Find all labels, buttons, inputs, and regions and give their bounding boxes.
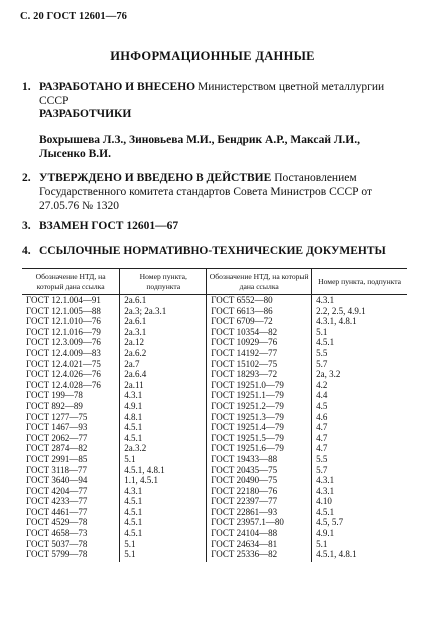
clause-cell: 4.7 <box>312 443 407 454</box>
document-cell: ГОСТ 4529—78 <box>26 517 88 528</box>
document-cell: ГОСТ 22861—93 <box>207 507 312 518</box>
developers-heading: РАЗРАБОТЧИКИ <box>39 108 132 120</box>
section-heading: ССЫЛОЧНЫЕ НОРМАТИВНО-ТЕХНИЧЕСКИЕ ДОКУМЕНТЫ <box>39 245 386 257</box>
document-cell: ГОСТ 15102—75 <box>207 359 312 370</box>
clause-cell: 4.5 <box>312 401 407 412</box>
column-header-document: Обозначение НТД, на который дана ссылка <box>22 269 120 295</box>
table-row <box>22 539 407 550</box>
clause-cell: 4.6 <box>312 412 407 423</box>
table-row <box>22 475 407 486</box>
document-cell: ГОСТ 6709—72 <box>207 316 312 327</box>
document-cell: ГОСТ 6613—86 <box>207 306 312 317</box>
document-cell: ГОСТ 5799—78 <box>26 549 88 560</box>
clause-cell: 4.5.1 <box>120 528 207 539</box>
section-heading: УТВЕРЖДЕНО И ВВЕДЕНО В ДЕЙСТВИЕ <box>39 172 272 184</box>
clause-cell: 4.3.1, 4.8.1 <box>312 316 407 327</box>
clause-cell: 4.5, 5.7 <box>312 517 407 528</box>
table-header-row <box>22 269 407 295</box>
table-body <box>22 295 407 562</box>
clause-cell: 4.5.1 <box>120 496 207 507</box>
clause-cell: 2а.7 <box>120 359 207 370</box>
clause-cell: 5.5 <box>312 454 407 465</box>
document-cell: ГОСТ 10354—82 <box>207 327 312 338</box>
table-row <box>22 380 407 391</box>
clause-cell: 5.7 <box>312 359 407 370</box>
section-4 <box>22 244 408 258</box>
document-cell: ГОСТ 1467—93 <box>26 422 88 433</box>
clause-cell: 2а.6.4 <box>120 369 207 380</box>
clause-cell: 4.8.1 <box>120 412 207 423</box>
document-cell: ГОСТ 19433—88 <box>207 454 312 465</box>
table-row <box>22 412 407 423</box>
section-text <box>39 80 408 108</box>
section-2 <box>22 171 408 213</box>
document-cell: ГОСТ 19251.6—79 <box>207 443 312 454</box>
document-cell: ГОСТ 12.4.009—83 <box>26 347 101 358</box>
column-header-document: Обозначение НТД, на который дана ссылка <box>207 269 312 295</box>
clause-cell: 2.2, 2.5, 4.9.1 <box>312 306 407 317</box>
clause-cell: 4.3.1 <box>312 475 407 486</box>
document-title: ИНФОРМАЦИОННЫЕ ДАННЫЕ <box>110 49 315 63</box>
table-row <box>22 422 407 433</box>
clause-cell: 4.3.1 <box>120 390 207 401</box>
document-cell: ГОСТ 892—89 <box>26 400 83 411</box>
document-cell: ГОСТ 3118—77 <box>26 464 88 475</box>
clause-cell: 4.9.1 <box>120 401 207 412</box>
column-header-clause: Номер пункта, подпункта <box>312 269 407 295</box>
document-cell: ГОСТ 22180—76 <box>207 486 312 497</box>
document-cell: ГОСТ 19251.0—79 <box>207 380 312 391</box>
clause-cell: 1.1, 4.5.1 <box>120 475 207 486</box>
document-cell: ГОСТ 14192—77 <box>207 348 312 359</box>
document-cell: ГОСТ 19251.5—79 <box>207 433 312 444</box>
clause-cell: 4.5.1, 4.8.1 <box>120 465 207 476</box>
document-cell: ГОСТ 2062—77 <box>26 432 88 443</box>
table-row <box>22 401 407 412</box>
document-cell: ГОСТ 19251.3—79 <box>207 412 312 423</box>
document-cell: ГОСТ 12.4.026—76 <box>26 369 101 380</box>
clause-cell: 4.7 <box>312 433 407 444</box>
table-row <box>22 507 407 518</box>
table-row <box>22 337 407 348</box>
document-cell: ГОСТ 2991—85 <box>26 453 88 464</box>
document-cell: ГОСТ 24104—88 <box>207 528 312 539</box>
clause-cell: 2а.6.2 <box>120 348 207 359</box>
document-cell: ГОСТ 3640—94 <box>26 475 88 486</box>
document-cell: ГОСТ 12.1.004—91 <box>26 295 101 305</box>
clause-cell: 4.4 <box>312 390 407 401</box>
document-cell: ГОСТ 18293—72 <box>207 369 312 380</box>
section-text <box>39 219 408 233</box>
clause-cell: 5.1 <box>120 549 207 562</box>
document-cell: ГОСТ 20435—75 <box>207 465 312 476</box>
section-text <box>39 171 408 213</box>
clause-cell: 4.5.1 <box>312 507 407 518</box>
document-cell: ГОСТ 25336—82 <box>207 549 312 562</box>
clause-cell: 2а.11 <box>120 380 207 391</box>
table-row <box>22 295 407 306</box>
clause-cell: 2а.6.1 <box>120 316 207 327</box>
document-cell: ГОСТ 19251.4—79 <box>207 422 312 433</box>
table-row <box>22 517 407 528</box>
document-cell: ГОСТ 12.1.010—76 <box>26 316 101 327</box>
section-number: 3. <box>22 220 31 232</box>
clause-cell: 4.5.1 <box>120 517 207 528</box>
clause-cell: 4.5.1 <box>120 422 207 433</box>
table-row <box>22 348 407 359</box>
table-row <box>22 454 407 465</box>
document-cell: ГОСТ 4658—73 <box>26 528 88 539</box>
section-heading: ВЗАМЕН ГОСТ 12601—67 <box>39 220 179 232</box>
document-cell: ГОСТ 10929—76 <box>207 337 312 348</box>
section-detail: Министерством цветной металлургии СССР <box>39 81 385 107</box>
document-cell: ГОСТ 2874—82 <box>26 443 88 454</box>
table-row <box>22 369 407 380</box>
clause-cell: 4.10 <box>312 496 407 507</box>
clause-cell: 4.2 <box>312 380 407 391</box>
clause-cell: 2а, 3.2 <box>312 369 407 380</box>
clause-cell: 5.5 <box>312 348 407 359</box>
document-cell: ГОСТ 22397—77 <box>207 496 312 507</box>
document-cell: ГОСТ 24634—81 <box>207 539 312 550</box>
clause-cell: 2а.3.1 <box>120 327 207 338</box>
section-3 <box>22 219 408 233</box>
document-cell: ГОСТ 4204—77 <box>26 485 88 496</box>
table-row <box>22 306 407 317</box>
section-text <box>39 244 408 258</box>
section-detail: Постановлением Государственного комитета стандартов Совета Министров СССР от 27.05.76 № 1320 <box>39 172 373 212</box>
document-cell: ГОСТ 6552—80 <box>207 295 312 306</box>
clause-cell: 4.3.1 <box>312 486 407 497</box>
table-row <box>22 549 407 562</box>
clause-cell: 2а.3.2 <box>120 443 207 454</box>
document-cell: ГОСТ 1277—75 <box>26 411 88 422</box>
document-cell: ГОСТ 20490—75 <box>207 475 312 486</box>
table-row <box>22 486 407 497</box>
document-cell: ГОСТ 12.3.009—76 <box>26 337 101 348</box>
clause-cell: 2а.12 <box>120 337 207 348</box>
section-heading: РАЗРАБОТАНО И ВНЕСЕНО <box>39 81 196 93</box>
table-row <box>22 465 407 476</box>
section-1 <box>22 80 408 108</box>
document-cell: ГОСТ 12.1.016—79 <box>26 326 101 337</box>
clause-cell: 4.7 <box>312 422 407 433</box>
document-cell: ГОСТ 199—78 <box>26 390 83 401</box>
document-cell: ГОСТ 12.4.021—75 <box>26 358 101 369</box>
page-header: С. 20 ГОСТ 12601—76 <box>20 11 128 22</box>
developers-names: Вохрышева Л.З., Зиновьева М.И., Бендрик А.Р., Максай Л.И., Лысенко В.И. <box>39 134 361 160</box>
clause-cell: 4.5.1, 4.8.1 <box>312 549 407 562</box>
column-header-clause: Номер пункта, подпункта <box>120 269 207 295</box>
section-number: 4. <box>22 245 31 257</box>
clause-cell: 4.3.1 <box>312 295 407 306</box>
clause-cell: 4.5.1 <box>120 507 207 518</box>
clause-cell: 5.1 <box>120 454 207 465</box>
document-cell: ГОСТ 19251.1—79 <box>207 390 312 401</box>
document-cell: ГОСТ 5037—78 <box>26 538 88 549</box>
document-cell: ГОСТ 19251.2—79 <box>207 401 312 412</box>
clause-cell: 5.1 <box>312 539 407 550</box>
clause-cell: 4.5.1 <box>312 337 407 348</box>
clause-cell: 4.9.1 <box>312 528 407 539</box>
clause-cell: 4.5.1 <box>120 433 207 444</box>
references-table <box>22 268 407 562</box>
clause-cell: 5.1 <box>312 327 407 338</box>
table-row <box>22 433 407 444</box>
table-row <box>22 496 407 507</box>
section-number: 2. <box>22 172 31 184</box>
clause-cell: 5.7 <box>312 465 407 476</box>
clause-cell: 5.1 <box>120 539 207 550</box>
clause-cell: 2а.6.1 <box>120 295 207 306</box>
table-row <box>22 327 407 338</box>
document-cell: ГОСТ 4233—77 <box>26 496 88 507</box>
table-row <box>22 528 407 539</box>
document-cell: ГОСТ 12.4.028—76 <box>26 379 101 390</box>
document-cell: ГОСТ 12.1.005—88 <box>26 305 101 316</box>
table-row <box>22 390 407 401</box>
table-row <box>22 359 407 370</box>
table-row <box>22 316 407 327</box>
table-row <box>22 443 407 454</box>
document-cell: ГОСТ 23957.1—80 <box>207 517 312 528</box>
document-cell: ГОСТ 4461—77 <box>26 506 88 517</box>
clause-cell: 4.3.1 <box>120 486 207 497</box>
clause-cell: 2а.3; 2а.3.1 <box>120 306 207 317</box>
section-number: 1. <box>22 81 31 93</box>
